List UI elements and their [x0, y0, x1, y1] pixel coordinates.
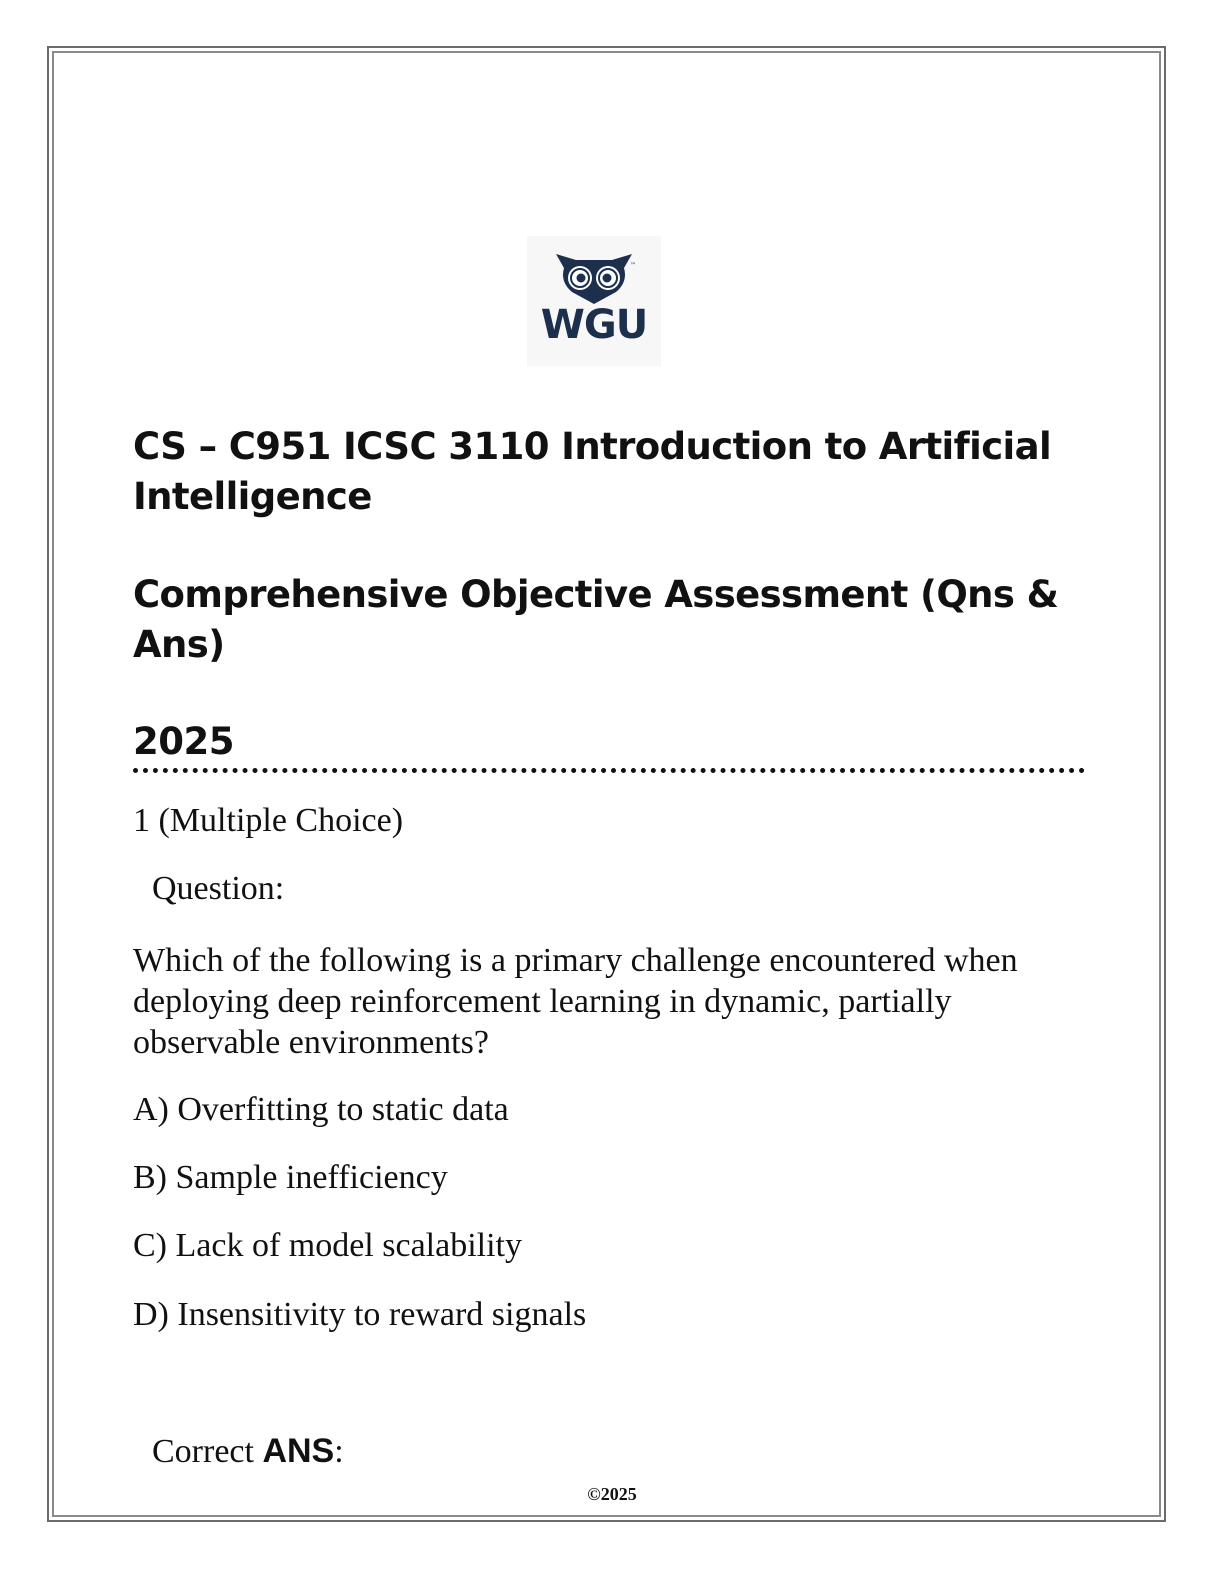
year-heading: 2025	[133, 720, 234, 763]
logo-text: WGU	[540, 302, 648, 348]
assessment-title: Comprehensive Objective Assessment (Qns & Ans)	[133, 573, 1059, 666]
question-type: 1 (Multiple Choice)	[133, 802, 404, 839]
option-d: D) Insensitivity to reward signals	[133, 1296, 587, 1333]
correct-ans: ANS	[262, 1432, 335, 1470]
owl-icon	[554, 250, 634, 306]
copyright-footer: ©2025	[587, 1484, 637, 1504]
question-label: Question:	[152, 870, 285, 907]
option-a: A) Overfitting to static data	[133, 1091, 509, 1128]
correct-answer-label	[152, 1432, 344, 1471]
dotted-divider	[133, 768, 1085, 773]
trademark-symbol: ™	[630, 262, 636, 269]
course-title: CS – C951 ICSC 3110 Introduction to Artificial Intelligence	[133, 425, 1052, 518]
correct-prefix: Correct	[152, 1433, 263, 1470]
wgu-logo	[527, 236, 661, 366]
option-b: B) Sample inefficiency	[133, 1159, 448, 1196]
question-text: Which of the following is a primary challenge encountered when deploying deep reinforcement learning in dynamic, partially observable environments?	[133, 942, 1018, 1061]
option-c: C) Lack of model scalability	[133, 1227, 522, 1264]
correct-suffix: :	[334, 1433, 344, 1470]
